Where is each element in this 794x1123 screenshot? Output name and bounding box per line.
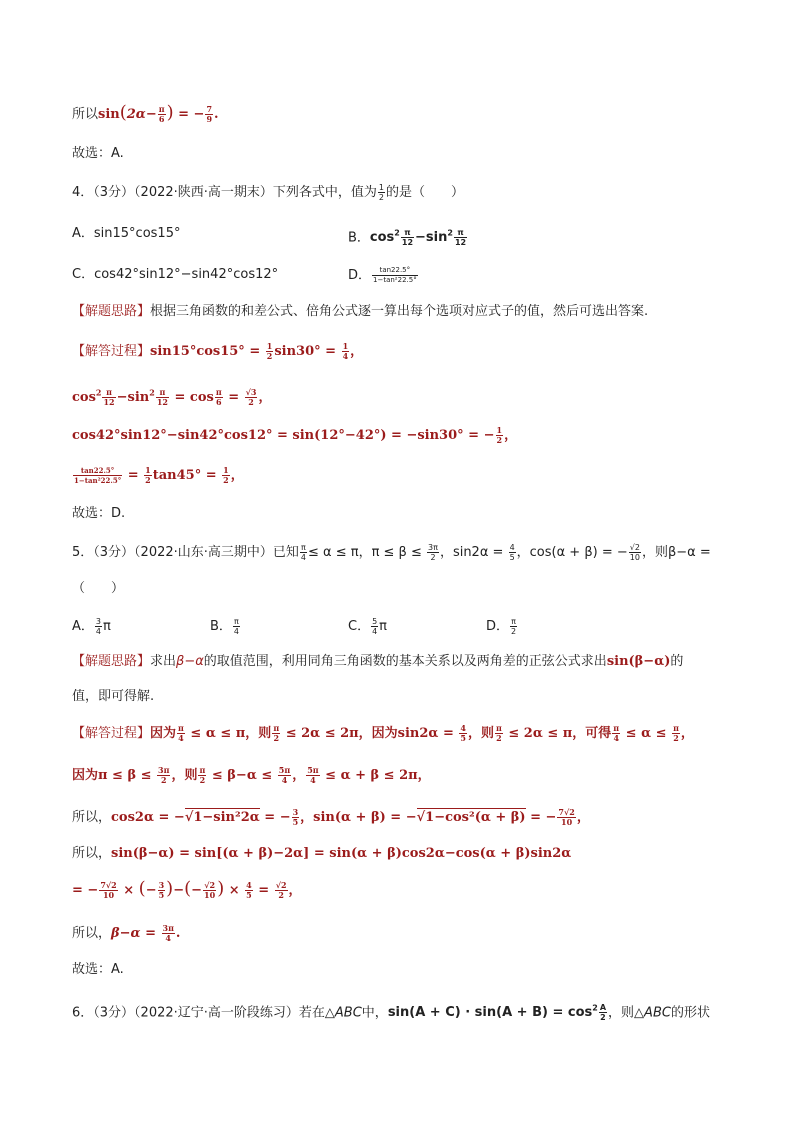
q4-process-line-2: $\cos^2$ $\frac{\pi}{12}$ $-\sin^2$ $\frac{\pi}{12}$ = cos $\frac{\pi}{6}$ = $\frac{√3}{2}$ ，	[72, 387, 272, 408]
q4-option-a[interactable]: A．sin15°cos15°	[72, 226, 181, 241]
question-5-stem: 5．（3分）（2022·山东·高三期中）已知 $\frac{\pi}{4}$ ≤ α ≤ π，π ≤ β ≤ $\frac{3\pi}{2}$ ，sin2α = $\frac{4}{5}$ ，cos(α + β) = − $\frac{√2}{10}$ ，则β−α =	[72, 543, 711, 562]
q5-option-c[interactable]: C． $\frac{5}{4}$ π	[348, 617, 387, 636]
conclusion-line: 所以sin(2α− $\frac{\pi}{6}$ ) = − $\frac{7}{9}$ .	[72, 102, 219, 124]
q4-solution-idea: 【解题思路】根据三角函数的和差公式、倍角公式逐一算出每个选项对应式子的值，然后可选出答案.	[72, 304, 649, 319]
q5-process-line-5: = − $\frac{7√2}{10}$ × (− $\frac{3}{5}$ )−(− $\frac{√2}{10}$ ) × $\frac{4}{5}$ = $\frac{√2}{2}$ ，	[72, 878, 302, 900]
q5-option-b[interactable]: B． $\frac{\pi}{4}$	[210, 617, 240, 636]
q5-solution-idea-1: 【解题思路】求出β−α的取值范围，利用同角三角函数的基本关系以及两角差的正弦公式求出sin(β−α)的	[72, 654, 684, 669]
q5-option-d[interactable]: D． $\frac{\pi}{2}$	[486, 617, 517, 636]
q4-option-b[interactable]: B．$\cos^2$ $\frac{\pi}{12}$ $-\sin^2$ $\frac{\pi}{12}$	[348, 228, 467, 248]
q4-process-line-3: cos42°sin12°−sin42°cos12° = sin(12°−42°) = −sin30° = − $\frac{1}{2}$ ，	[72, 425, 518, 445]
answer-line-q3: 故选：A.	[72, 146, 124, 161]
q4-option-d[interactable]: D． $\frac{\tan 22.5^\circ}{\text{1−tan²22.5°}}$	[348, 266, 417, 284]
q5-answer-paren: （ ）	[72, 581, 125, 596]
q4-process-line-1: 【解答过程】sin15°cos15° = $\frac{1}{2}$ sin30° = $\frac{1}{4}$ ，	[72, 341, 364, 361]
q5-answer: 故选：A.	[72, 962, 124, 977]
q5-process-line-3: 所以，cos2α = −√1−sin²2α = − $\frac{3}{5}$ ，sin(α + β) = −√1−cos²(α + β) = − $\frac{7√2}{10}$ ，	[72, 807, 590, 827]
question-6-stem: 6．（3分）（2022·辽宁·高一阶段练习）若在△ABC中，$\sin(A + C) \cdot \sin(A + B) = \cos^2$ $\frac{A}{2}$ ，则△ABC的形状	[72, 1003, 710, 1023]
q5-process-line-6: 所以，β−α = $\frac{3\pi}{4}$ .	[72, 923, 181, 943]
q5-process-line-2: 因为π ≤ β ≤ $\frac{3\pi}{2}$ ，则 $\frac{\pi}{2}$ ≤ β−α ≤ $\frac{5\pi}{4}$ ， $\frac{5\pi}{4}$ ≤ α + β ≤ 2π，	[72, 765, 431, 785]
q4-process-line-4: $\frac{\tan 22.5^\circ}{\text{1−tan²22.5°}}$ = $\frac{1}{2}$ tan45° = $\frac{1}{2}$ ，	[74, 465, 244, 485]
question-4-stem: 4．（3分）（2022·陕西·高一期末）下列各式中，值为 $\frac{1}{2}$ 的是（ ）	[72, 183, 465, 202]
q4-answer: 故选：D.	[72, 506, 126, 521]
q4-option-c[interactable]: C．cos42°sin12°−sin42°cos12°	[72, 267, 279, 282]
q5-solution-idea-2: 值，即可得解.	[72, 689, 155, 704]
q5-option-a[interactable]: A． $\frac{3}{4}$ π	[72, 617, 111, 636]
q5-process-line-1: 【解答过程】因为 $\frac{\pi}{4}$ ≤ α ≤ π，则 $\frac{\pi}{2}$ ≤ 2α ≤ 2π，因为sin2α = $\frac{4}{5}$ ，则 $\frac{\pi}{2}$ ≤ 2α ≤ π，可得 $\frac{\pi}{4}$ ≤ α ≤ $\frac{\pi}{2}$ ，	[72, 723, 694, 743]
q5-process-line-4: 所以，sin(β−α) = sin[(α + β)−2α] = sin(α + β)cos2α−cos(α + β)sin2α	[72, 846, 572, 861]
